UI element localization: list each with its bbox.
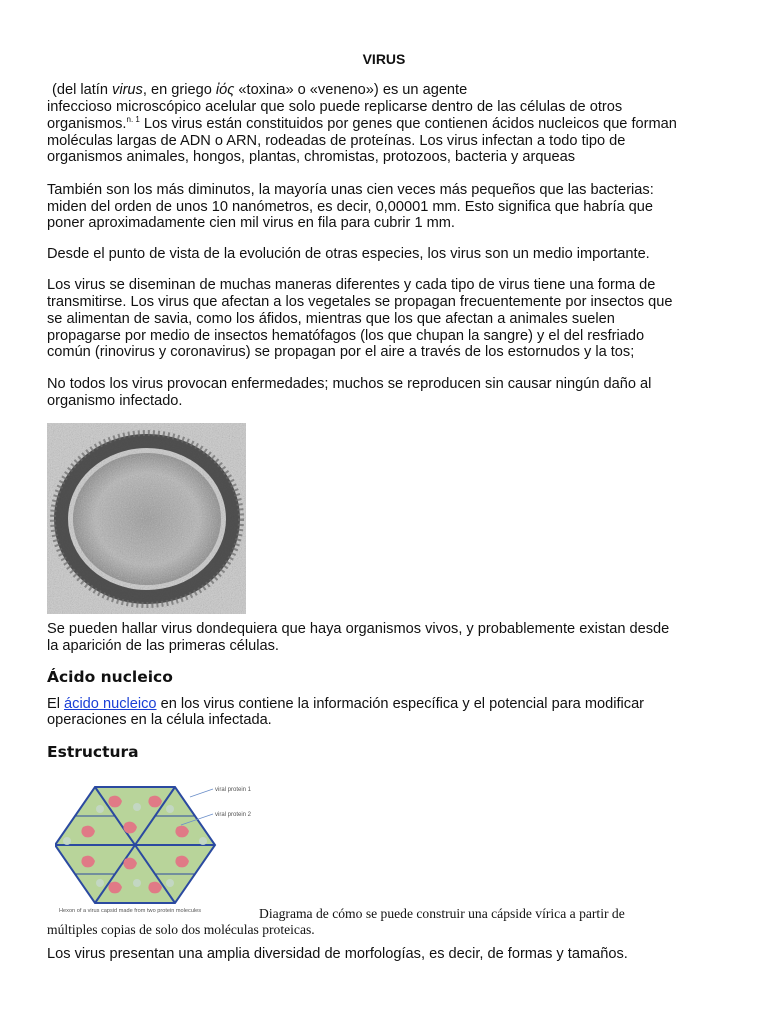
diagram-caption-line-1: Diagrama de cómo se puede construir una cápside vírica a partir de xyxy=(259,906,625,921)
nucleic-line-2: operaciones en la célula infectada. xyxy=(47,712,272,728)
intro-text: Los virus están constituidos por genes que contienen ácidos nucleicos que forman xyxy=(139,116,677,132)
morphology-line: Los virus presentan una amplia diversidad de morfologías, es decir, de formas y tamaños. xyxy=(47,946,628,962)
nucleic-text: en los virus contiene la información específica y el potencial para modificar xyxy=(156,696,645,712)
intro-line-2: infeccioso microscópico acelular que solo puede replicarse dentro de las células de otros xyxy=(47,99,623,115)
intro-line-3 xyxy=(47,116,727,133)
paragraph-line: transmitirse. Los virus que afectan a los vegetales se propagan frecuentemente por insectos que xyxy=(47,294,673,310)
acido-nucleico-link[interactable]: ácido nucleico xyxy=(64,696,157,712)
paragraph-line: común (rinovirus y coronavirus) se propagan por el aire a través de los estornudos y la tos; xyxy=(47,344,635,360)
paragraph-line: No todos los virus provocan enfermedades; muchos se reproducen sin causar ningún daño al xyxy=(47,376,652,392)
intro-text: (del latín xyxy=(52,82,113,98)
label-pointer-1 xyxy=(190,789,213,797)
section-heading-estructura: Estructura xyxy=(47,743,139,761)
paragraph-line: propagarse por medio de insectos hematófagos (los que chupan la sangre) y el del resfriado xyxy=(47,328,645,344)
paragraph-line: organismo infectado. xyxy=(47,393,183,409)
paragraph-line: También son los más diminutos, la mayoría unas cien veces más pequeños que las bacterias: xyxy=(47,182,654,198)
intro-greek-word: ἰός xyxy=(215,82,235,98)
diagram-label-protein-2: viral protein 2 xyxy=(215,812,252,818)
paragraph-line: se alimentan de savia, como los áfidos, mientras que los que afectan a animales suelen xyxy=(47,311,615,327)
paragraph-line: Los virus se diseminan de muchas maneras diferentes y cada tipo de virus tiene una forma de xyxy=(47,277,656,293)
intro-text: , en griego xyxy=(142,82,216,98)
section-heading-acido-nucleico: Ácido nucleico xyxy=(47,668,173,686)
diagram-bottom-caption: Hexon of a virus capsid made from two protein molecules xyxy=(59,908,202,914)
capsid-diagram-image xyxy=(55,779,265,919)
paragraph-line: Desde el punto de vista de la evolución de otras especies, los virus son un medio importante. xyxy=(47,246,650,262)
footnote-marker[interactable]: n. 1 xyxy=(126,115,140,124)
intro-line-5: organismos animales, hongos, plantas, chromistas, protozoos, bacteria y arqueas xyxy=(47,149,576,165)
paragraph-line: poner aproximadamente cien mil virus en fila para cubrir 1 mm. xyxy=(47,215,455,231)
intro-text: organismos. xyxy=(47,116,127,132)
diagram-label-protein-1: viral protein 1 xyxy=(215,787,252,793)
diagram-caption-line-2: múltiples copias de solo dos moléculas proteicas. xyxy=(47,922,315,937)
paragraph-line: Se pueden hallar virus dondequiera que haya organismos vivos, y probablemente existan desde xyxy=(47,621,670,637)
intro-text: «toxina» o «veneno») es un agente xyxy=(234,82,468,98)
intro-line-1 xyxy=(52,82,467,99)
nucleic-text: El xyxy=(47,696,65,712)
nucleic-line-1 xyxy=(47,696,727,713)
document-title: VIRUS xyxy=(362,51,406,67)
intro-italic-virus: virus xyxy=(112,82,143,98)
intro-line-4: moléculas largas de ADN o ARN, rodeadas de proteínas. Los virus infectan a todo tipo de xyxy=(47,133,626,149)
paragraph-line: la aparición de las primeras células. xyxy=(47,638,279,654)
paragraph-line: miden del orden de unos 10 nanómetros, es decir, 0,00001 mm. Esto significa que habría que xyxy=(47,199,654,215)
virus-micrograph-image xyxy=(47,423,246,614)
